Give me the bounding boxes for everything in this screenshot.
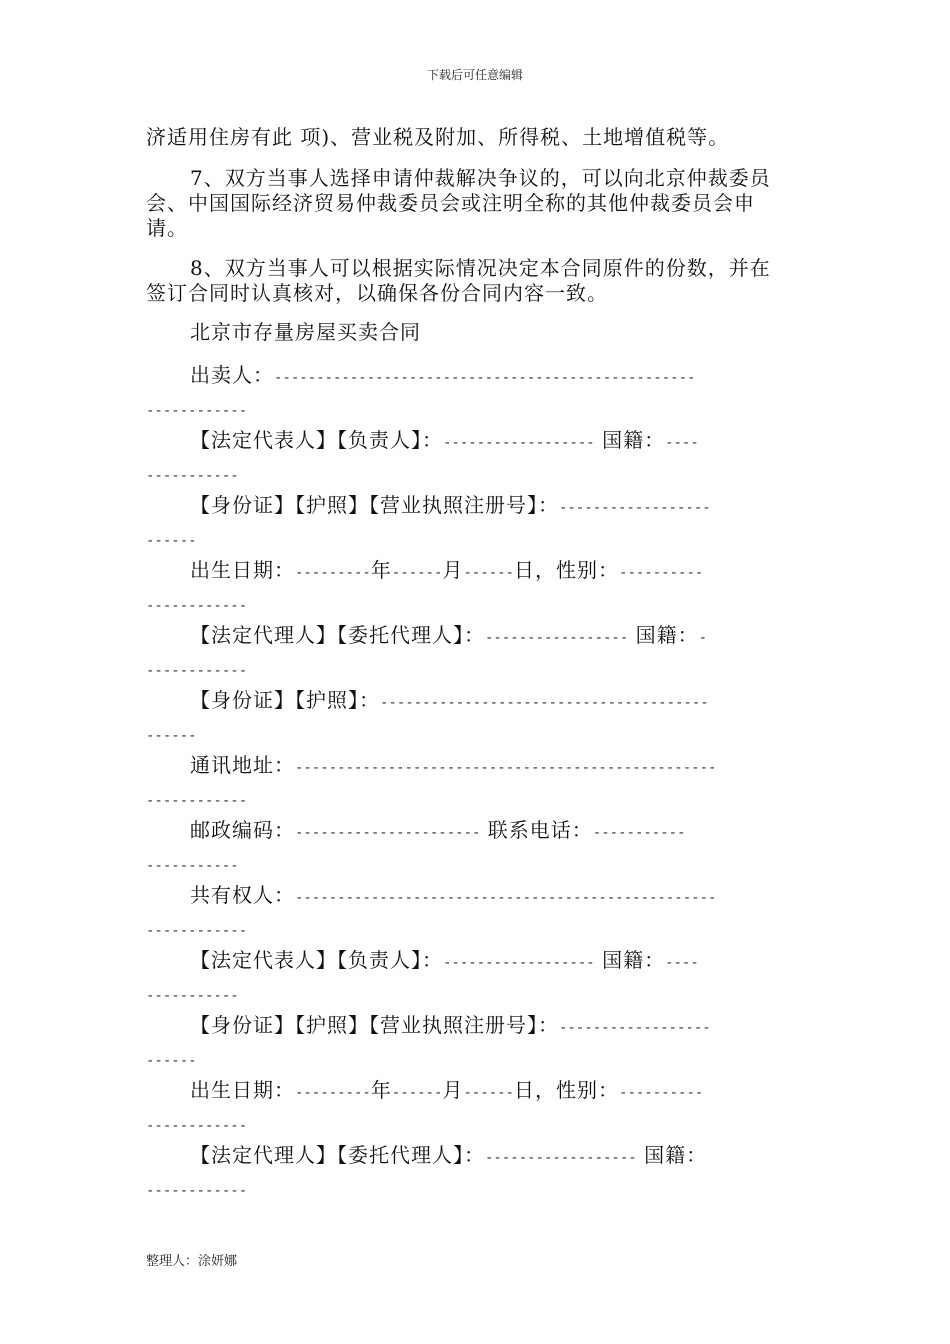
contract-title-text: 北京市存量房屋买卖合同 (190, 320, 421, 344)
field-label: 国籍： (644, 1143, 708, 1167)
blank-line: ----------- (146, 988, 239, 1004)
agent-field-2 (146, 1140, 804, 1206)
blank-line: ------------------ (443, 435, 595, 451)
field-label: 月 (442, 558, 464, 582)
blank-line: ------------ (146, 923, 248, 939)
blank-line: ----------- (146, 468, 239, 484)
blank-line: ------ (146, 533, 197, 549)
blank-line: -------------------------------------------------- (295, 890, 717, 906)
blank-line: ------ (463, 1085, 515, 1101)
blank-line: ------ (463, 565, 515, 581)
birth-field (146, 555, 804, 621)
field-label: 月 (442, 1078, 464, 1102)
birth-field-2 (146, 1075, 804, 1141)
blank-line: ------ (146, 1053, 197, 1069)
blank-line: ---------- (619, 565, 704, 581)
text-line: 7、双方当事人选择申请仲裁解决争议的，可以向北京仲裁委员 (190, 166, 771, 190)
blank-line: -------------------------------------------------- (274, 370, 696, 386)
footer-note: 整理人：涂妍娜 (146, 1254, 238, 1269)
blank-line: --------- (295, 565, 371, 581)
blank-line: ----------------- (485, 630, 629, 646)
blank-line: ------------------ (485, 1150, 637, 1166)
field-label: 【法定代表人】【负责人】： (190, 948, 443, 972)
blank-line: ---------------------- (295, 825, 481, 841)
field-label: 国籍： (602, 948, 666, 972)
text-line: 请。 (146, 216, 188, 240)
blank-line: ------------ (146, 663, 248, 679)
blank-line: ------ (391, 1085, 443, 1101)
blank-line: ------------ (146, 1183, 248, 1199)
field-label: 共有权人： (190, 883, 295, 907)
paragraph-6-tail (146, 125, 804, 150)
field-label: 邮政编码： (190, 818, 295, 842)
id-full-field (146, 490, 804, 556)
id-short-field (146, 685, 804, 751)
field-label: 【身份证】【护照】【营业执照注册号】： (190, 493, 559, 517)
field-label: 联系电话： (487, 818, 593, 842)
field-label: 【法定代表人】【负责人】： (190, 428, 443, 452)
blank-line: ------ (146, 728, 197, 744)
blank-line: ------------------ (559, 1020, 711, 1036)
field-label: 年 (370, 1078, 392, 1102)
address-field (146, 750, 804, 816)
paragraph-8 (146, 256, 804, 306)
blank-line: ------ (391, 565, 443, 581)
blank-line: ------------ (146, 793, 248, 809)
paragraph-7 (146, 166, 804, 241)
blank-line: ------------ (146, 403, 248, 419)
field-label: 日，性别： (514, 1078, 620, 1102)
blank-line: ---- (665, 435, 699, 451)
legal-rep-field (146, 425, 804, 491)
blank-line: ------------ (146, 598, 248, 614)
field-label: 出生日期： (190, 558, 295, 582)
seller-field (146, 360, 804, 426)
page-header: 下载后可任意编辑 (426, 68, 523, 82)
blank-line: ---------- (619, 1085, 704, 1101)
blank-line: ---- (665, 955, 699, 971)
co-owner-field (146, 880, 804, 946)
blank-line: ------------ (146, 1118, 248, 1134)
field-label: 【法定代理人】【委托代理人】： (190, 1143, 485, 1167)
blank-line: ----------- (146, 858, 239, 874)
blank-line: --------- (295, 1085, 371, 1101)
blank-line: --------------------------------------- (380, 695, 709, 711)
text-line: 签订合同时认真核对，以确保各份合同内容一致。 (146, 281, 608, 305)
field-label: 【身份证】【护照】【营业执照注册号】： (190, 1013, 559, 1037)
field-label: 国籍： (602, 428, 666, 452)
text-line: 济适用住房有此 项)、营业税及附加、所得税、土地增值税等。 (146, 125, 730, 149)
field-label: 出卖人： (190, 363, 274, 387)
field-label: 【身份证】【护照】： (190, 688, 380, 712)
blank-line: ------------------ (559, 500, 711, 516)
blank-line: - (698, 630, 708, 646)
blank-line: -------------------------------------------------- (295, 760, 717, 776)
blank-line: ----------- (592, 825, 686, 841)
text-line: 8、双方当事人可以根据实际情况决定本合同原件的份数，并在 (190, 256, 771, 280)
postcode-phone-field (146, 815, 804, 881)
field-label: 国籍： (635, 623, 699, 647)
text-line: 会、中国国际经济贸易仲裁委员会或注明全称的其他仲裁委员会申 (146, 191, 755, 215)
id-full-field-2 (146, 1010, 804, 1076)
field-label: 【法定代理人】【委托代理人】： (190, 623, 485, 647)
blank-line: ------------------ (443, 955, 595, 971)
field-label: 年 (370, 558, 392, 582)
field-label: 出生日期： (190, 1078, 295, 1102)
agent-field (146, 620, 804, 686)
legal-rep-field-2 (146, 945, 804, 1011)
field-label: 日，性别： (514, 558, 620, 582)
contract-title (146, 320, 804, 345)
field-label: 通讯地址： (190, 753, 295, 777)
